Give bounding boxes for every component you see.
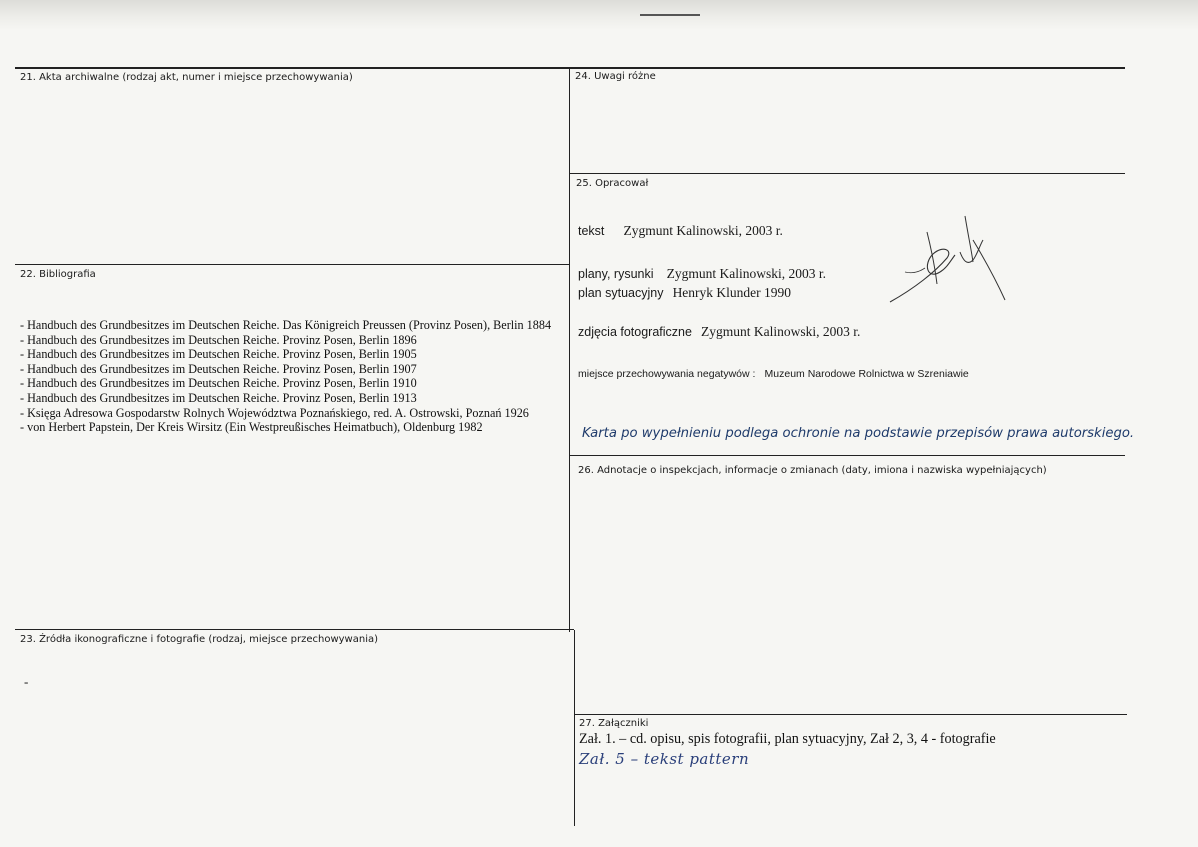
negatywy-value: Muzeum Narodowe Rolnictwa w Szreniawie — [764, 368, 969, 380]
section27-title: 27. Załączniki — [579, 718, 649, 729]
bibliography-item: - Handbuch des Grundbesitzes im Deutschen Reiche. Provinz Posen, Berlin 1913 — [20, 390, 417, 405]
bibliography-item: - Handbuch des Grundbesitzes im Deutschen Reiche. Provinz Posen, Berlin 1905 — [20, 347, 417, 362]
section23-content: - — [24, 674, 29, 689]
bibliography-item: - Księga Adresowa Gospodarstw Rolnych Województwa Poznańskiego, red. A. Ostrowski, Poznań 1926 — [20, 405, 529, 420]
divider-26-27 — [574, 714, 1127, 715]
plany-value: Zygmunt Kalinowski, 2003 r. — [666, 266, 826, 281]
scan-mark — [640, 14, 700, 16]
zdjecia-value: Zygmunt Kalinowski, 2003 r. — [701, 324, 861, 339]
tekst-row — [578, 220, 783, 239]
section21-title: 21. Akta archiwalne (rodzaj akt, numer i miejsce przechowywania) — [20, 72, 353, 83]
section26-title: 26. Adnotacje o inspekcjach, informacje o zmianach (daty, imiona i nazwiska wypełniających) — [578, 465, 1047, 476]
divider-21-22 — [15, 264, 569, 265]
bibliography-item: - Handbuch des Grundbesitzes im Deutschen Reiche. Das Königreich Preussen (Provinz Posen), Berlin 1884 — [20, 318, 552, 332]
bibliography-item: - von Herbert Papstein, Der Kreis Wirsitz (Ein Westpreußisches Heimatbuch), Oldenburg 1982 — [20, 420, 483, 435]
tekst-label: tekst — [578, 224, 605, 238]
bibliography-list — [20, 318, 560, 435]
attachments-line: Zał. 1. – cd. opisu, spis fotografii, plan sytuacyjny, Zał 2, 3, 4 - fotografie — [579, 731, 996, 747]
bibliography-item: - Handbuch des Grundbesitzes im Deutschen Reiche. Provinz Posen, Berlin 1896 — [20, 332, 417, 347]
zdjecia-label: zdjęcia fotograficzne — [578, 325, 692, 339]
zdjecia-row — [578, 321, 860, 340]
negatywy-label: miejsce przechowywania negatywów : — [578, 368, 756, 380]
copyright-notice: Karta po wypełnieniu podlega ochronie na podstawie przepisów prawa autorskiego. — [582, 426, 1135, 441]
section23-title: 23. Źródła ikonograficzne i fotografie (rodzaj, miejsce przechowywania) — [20, 634, 379, 645]
section24-title: 24. Uwagi różne — [575, 71, 656, 82]
divider-25-26 — [569, 455, 1125, 456]
plan-label: plan sytuacyjny — [578, 286, 664, 300]
plany-label: plany, rysunki — [578, 267, 654, 281]
negatywy-row — [578, 362, 969, 381]
column-divider-lower — [574, 630, 575, 826]
signature-icon — [885, 210, 1025, 310]
bibliography-item: - Handbuch des Grundbesitzes im Deutschen Reiche. Provinz Posen, Berlin 1907 — [20, 361, 417, 376]
plan-value: Henryk Klunder 1990 — [672, 285, 792, 300]
tekst-value: Zygmunt Kalinowski, 2003 r. — [623, 223, 783, 238]
section25-title: 25. Opracował — [576, 178, 649, 189]
plan-row — [578, 282, 791, 301]
top-rule — [15, 67, 1125, 69]
divider-24-25 — [569, 173, 1125, 174]
bibliography-item: - Handbuch des Grundbesitzes im Deutschen Reiche. Provinz Posen, Berlin 1910 — [20, 376, 417, 391]
scan-edge — [0, 0, 1198, 30]
handwritten-attachment: Zał. 5 – tekst pattern — [579, 750, 750, 768]
section22-title: 22. Bibliografia — [20, 269, 96, 280]
divider-22-23 — [15, 629, 574, 630]
plany-row — [578, 263, 826, 282]
column-divider — [569, 67, 570, 632]
